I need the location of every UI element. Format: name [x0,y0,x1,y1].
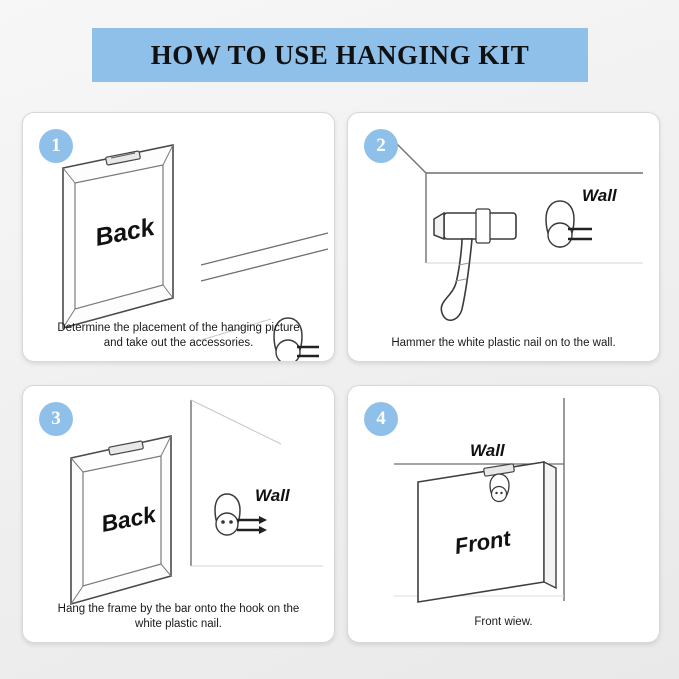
frame-front-label: Front [452,525,513,559]
step-caption-4: Front wiew. [474,616,533,628]
step-number-badge-3: 3 [39,402,73,436]
step-caption-3: Hang the frame by the bar onto the hook on the white plastic nail. [57,603,300,630]
step-caption-2: Hammer the white plastic nail on to the wall. [391,337,616,349]
step-card-4 [347,385,660,643]
frame-back-label-3: Back [98,500,158,537]
wall-label-2: Wall [582,186,617,205]
step-card-1 [22,112,335,362]
step-number-badge-2: 2 [364,129,398,163]
wall-label-3: Wall [255,486,290,505]
step-caption-1: Determine the placement of the hanging picture and take out the accessories. [57,322,300,349]
step-card-2 [347,112,660,362]
frame-back-label: Back [92,213,157,252]
poster-title-bar [92,28,588,82]
step-number-badge-4: 4 [364,402,398,436]
step-number-badge-1: 1 [39,129,73,163]
page-title: HOW TO USE HANGING KIT [150,39,530,70]
step-card-3 [22,385,335,643]
wall-label-4: Wall [470,441,505,460]
